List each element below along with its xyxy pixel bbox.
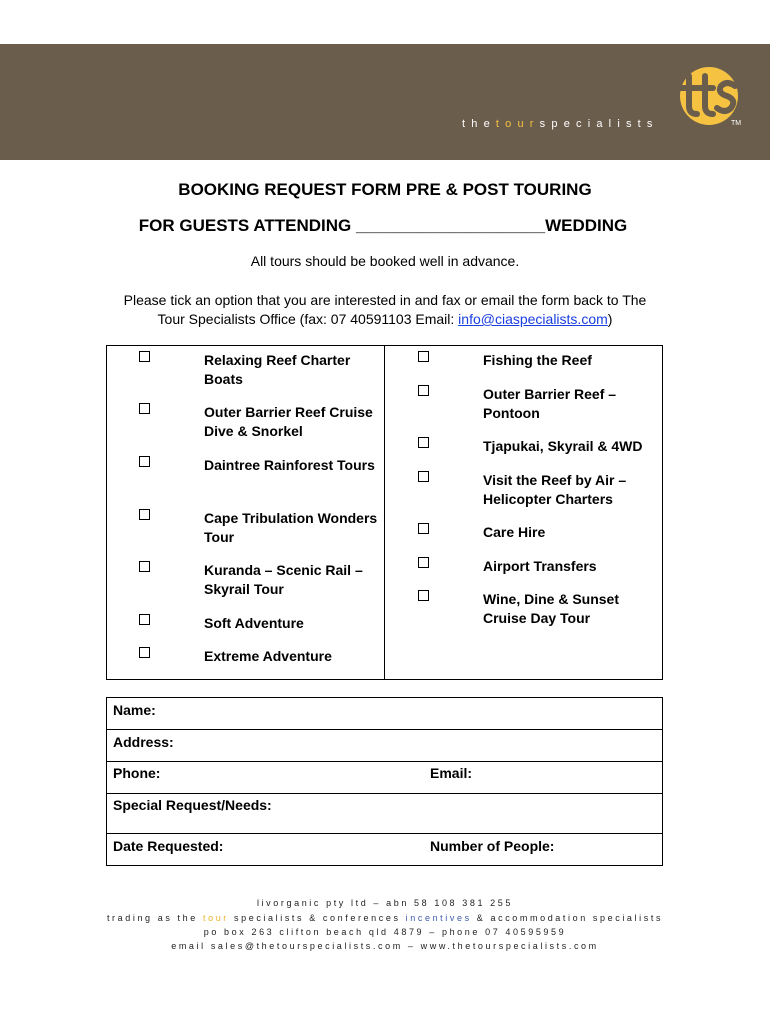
email-label: Email: [430,765,473,781]
tour-label-right-1: Fishing the Reef [483,352,592,368]
tour-label-right-6: Airport Transfers [483,558,597,574]
address-label: Address: [113,734,174,750]
email-link[interactable]: info@ciaspecialists.com [458,311,608,327]
checkbox-tour-right-5[interactable] [418,523,429,534]
tour-label-left-5: Kuranda – Scenic Rail – Skyrail Tour [204,562,363,597]
trademark-mark: TM [731,120,742,127]
checkbox-tour-left-6[interactable] [139,614,150,625]
checkbox-tour-right-6[interactable] [418,557,429,568]
footer-company: livorganic pty ltd – abn 58 108 381 255 [256,898,513,908]
tagline-pre: the [462,118,496,130]
date-requested-label: Date Requested: [113,838,224,854]
instructions-line2-end: ) [607,311,613,327]
tagline-accent: tour [495,118,540,130]
brand-tagline [462,118,659,130]
tour-label-left-2: Outer Barrier Reef Cruise Dive & Snorkel [204,404,373,439]
checkbox-tour-right-4[interactable] [418,471,429,482]
footer-trading-b: specialists & conferences [228,913,406,923]
checkbox-tour-left-5[interactable] [139,561,150,572]
phone-label: Phone: [113,765,161,781]
tour-label-right-5: Care Hire [483,524,546,540]
checkbox-tour-right-1[interactable] [418,351,429,362]
footer-address: po box 263 clifton beach qld 4879 – phone 07 40595959 [203,927,567,937]
checkbox-tour-right-3[interactable] [418,437,429,448]
header-banner [0,44,770,160]
checkbox-tour-left-3[interactable] [139,456,150,467]
footer-tour-word: tour [202,913,229,923]
instructions-line2 [0,310,770,329]
phone-email-field[interactable] [106,761,663,794]
tour-label-left-7: Extreme Adventure [204,648,332,664]
instructions-line1: Please tick an option that you are interested in and fax or email the form back to The [123,292,647,308]
checkbox-tour-left-1[interactable] [139,351,150,362]
checkbox-tour-right-2[interactable] [418,385,429,396]
form-subtitle: FOR GUESTS ATTENDING ____________________WEDDING [138,216,628,235]
form-title: BOOKING REQUEST FORM PRE & POST TOURING [178,180,592,199]
special-request-label: Special Request/Needs: [113,797,272,813]
footer-contact: email sales@thetourspecialists.com – www.thetourspecialists.com [171,941,599,951]
tour-label-right-3: Tjapukai, Skyrail & 4WD [483,438,643,454]
footer-trading-a: trading as the [106,913,203,923]
footer-incentives-word: incentives [405,913,472,923]
tour-label-left-3: Daintree Rainforest Tours [204,457,375,473]
tour-label-left-6: Soft Adventure [204,615,304,631]
name-field[interactable] [106,697,663,730]
tts-logo-icon [675,66,743,126]
advance-note: All tours should be booked well in advance. [250,253,520,269]
checkbox-tour-left-4[interactable] [139,509,150,520]
name-label: Name: [113,702,156,718]
tour-label-left-4: Cape Tribulation Wonders Tour [204,510,378,545]
number-of-people-label: Number of People: [430,838,555,854]
checkbox-tour-right-7[interactable] [418,590,429,601]
tour-label-left-1: Relaxing Reef Charter Boats [204,352,351,387]
tour-label-right-4: Visit the Reef by Air – Helicopter Charters [483,472,627,507]
footer-trading-c: & accommodation specialists [471,913,664,923]
tour-label-right-7: Wine, Dine & Sunset Cruise Day Tour [483,591,620,626]
tagline-post: specialists [539,118,659,130]
checkbox-tour-left-7[interactable] [139,647,150,658]
tour-label-right-2: Outer Barrier Reef – Pontoon [483,386,617,421]
address-field[interactable] [106,729,663,762]
instructions [0,291,770,329]
footer-trading [0,913,770,923]
instructions-line2-text: Tour Specialists Office (fax: 07 40591103 Email: [157,311,459,327]
checkbox-tour-left-2[interactable] [139,403,150,414]
